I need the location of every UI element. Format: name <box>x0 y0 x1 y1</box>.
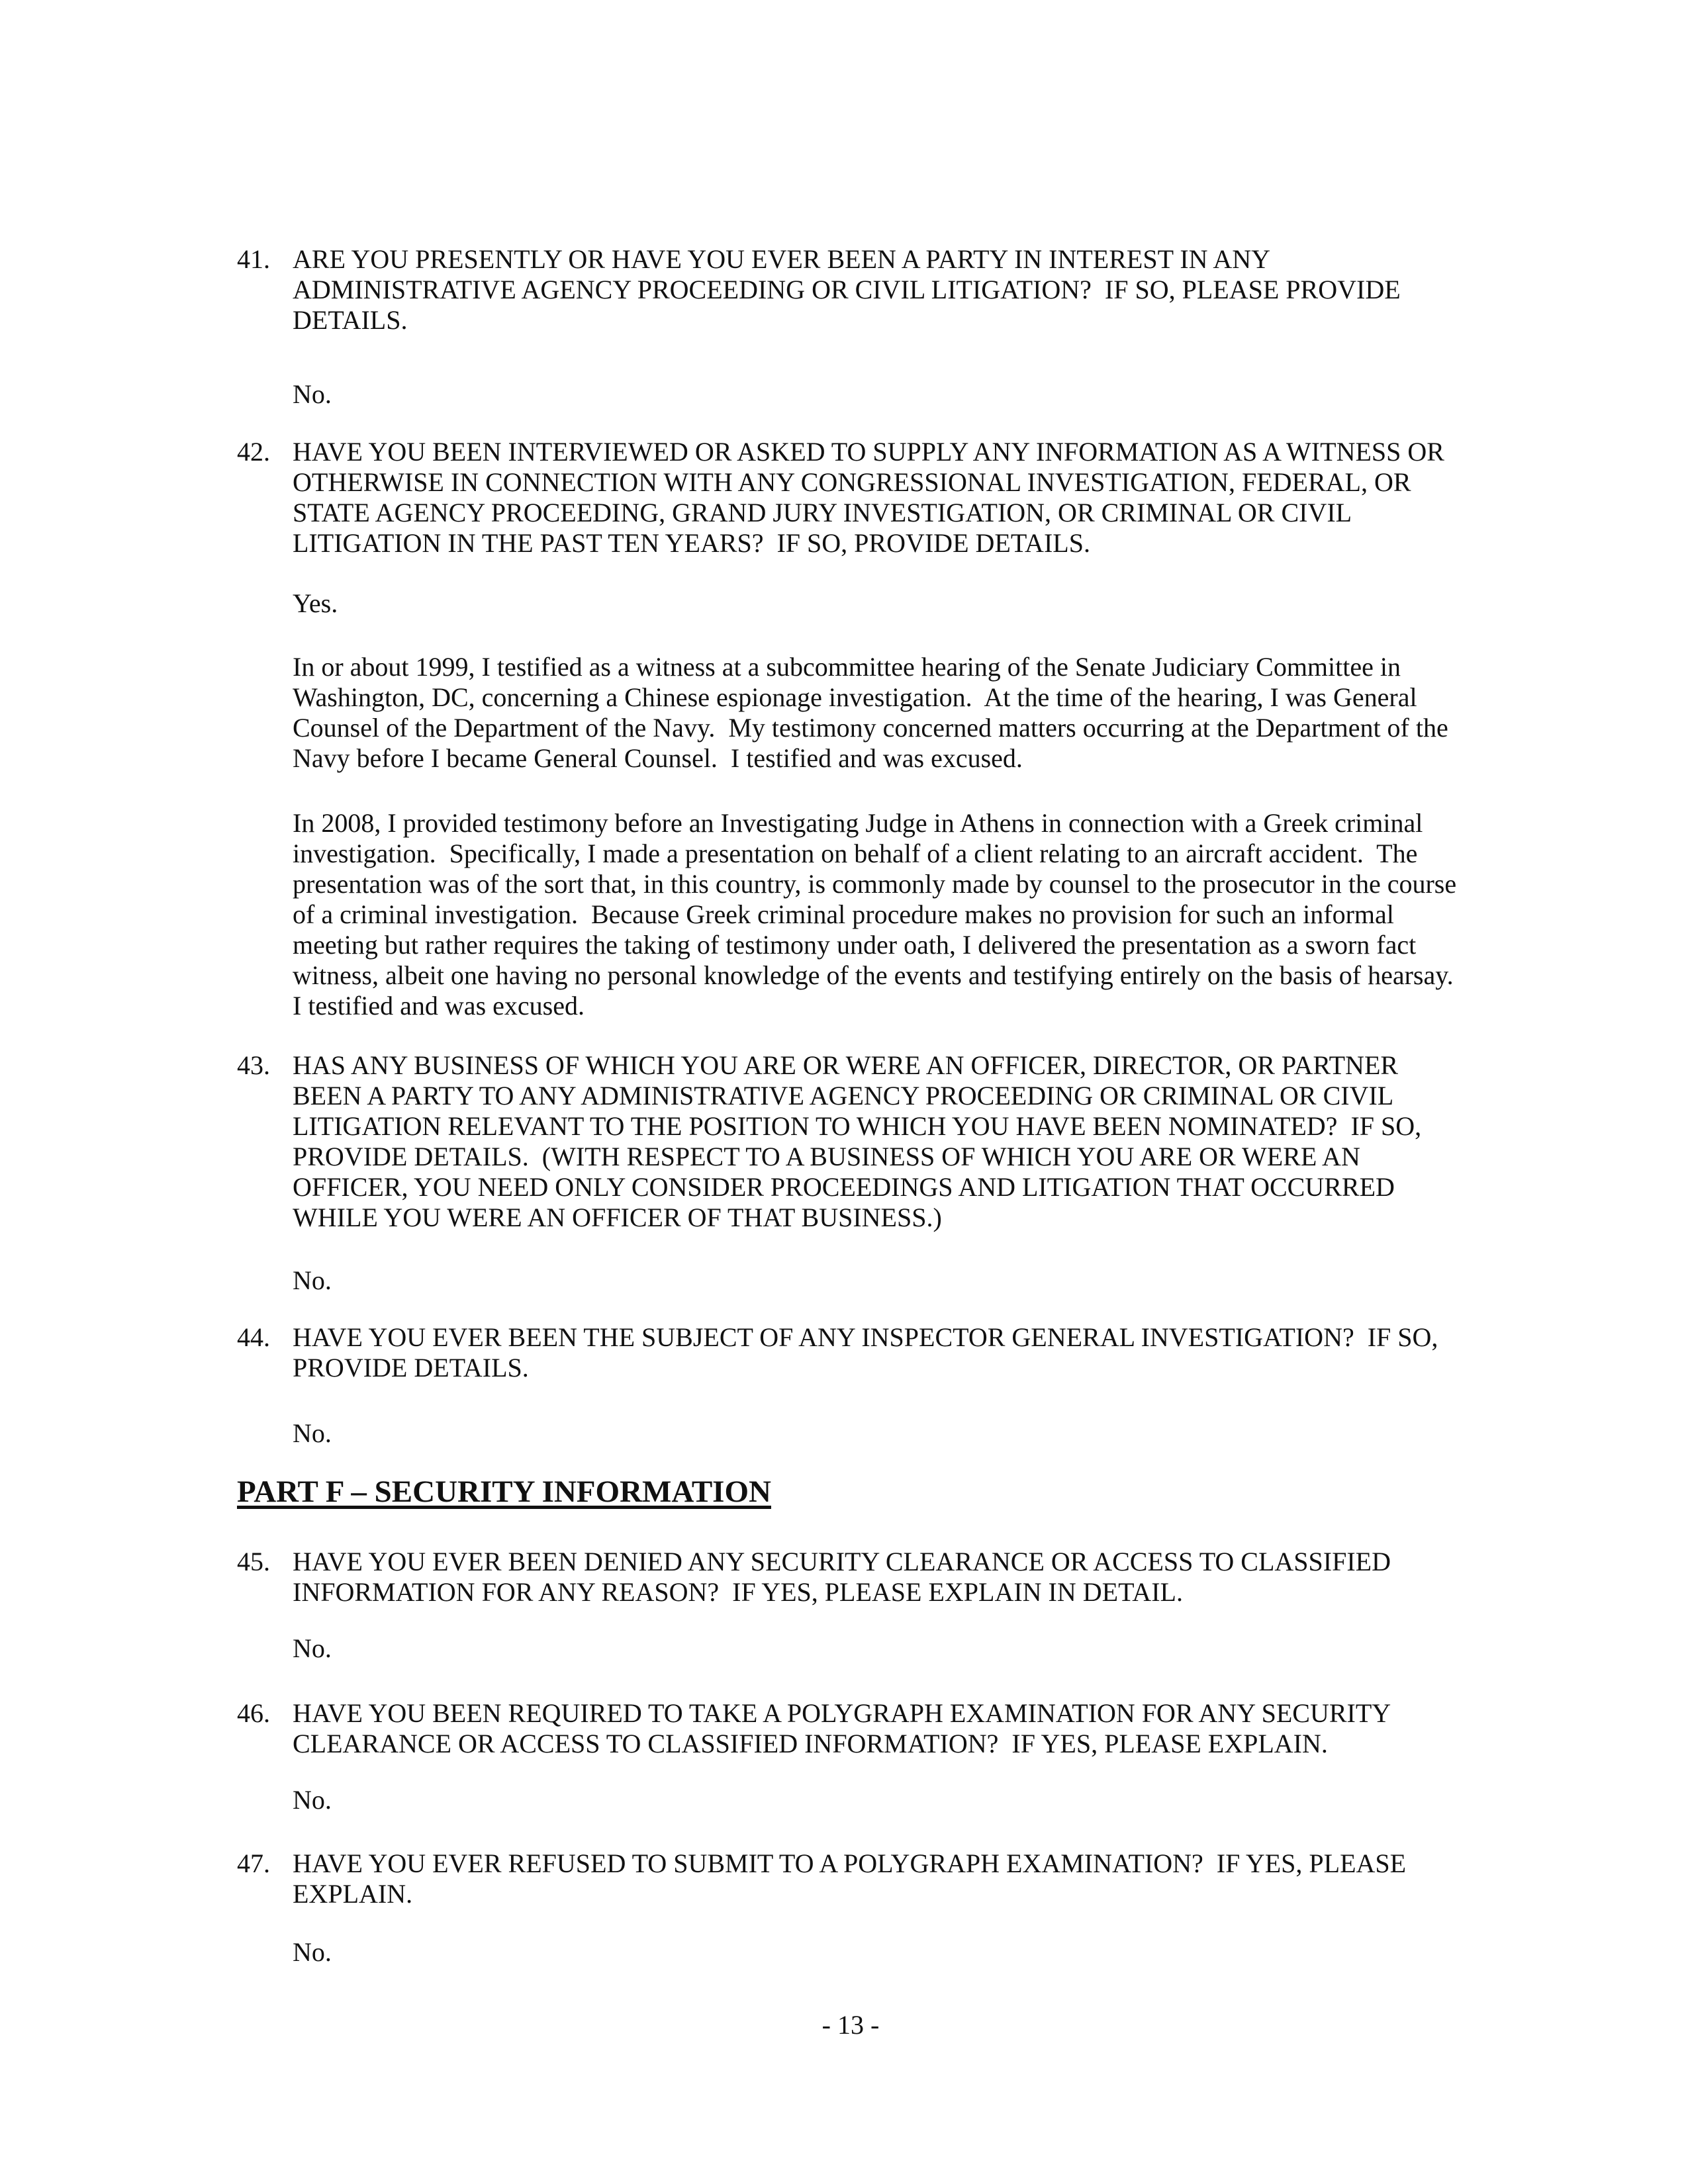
answer-text-line: witness, albeit one having no personal knowledge of the events and testifying entirely on the basis of hearsay. <box>293 960 1454 990</box>
question-text-line: HAVE YOU BEEN INTERVIEWED OR ASKED TO SUPPLY ANY INFORMATION AS A WITNESS OR <box>293 437 1444 467</box>
question-text-line: ARE YOU PRESENTLY OR HAVE YOU EVER BEEN A PARTY IN INTEREST IN ANY <box>293 244 1270 274</box>
question-text-line: CLEARANCE OR ACCESS TO CLASSIFIED INFORMATION? IF YES, PLEASE EXPLAIN. <box>293 1729 1328 1758</box>
answer-text-line: Washington, DC, concerning a Chinese espionage investigation. At the time of the hearing, I was General <box>293 682 1417 712</box>
answer-text-line: Navy before I became General Counsel. I testified and was excused. <box>293 743 1023 773</box>
question-text-line: BEEN A PARTY TO ANY ADMINISTRATIVE AGENCY PROCEEDING OR CRIMINAL OR CIVIL <box>293 1081 1394 1111</box>
question-text-line: STATE AGENCY PROCEEDING, GRAND JURY INVESTIGATION, OR CRIMINAL OR CIVIL <box>293 498 1352 527</box>
answer-text-line: Yes. <box>293 588 338 618</box>
question-text-line: OFFICER, YOU NEED ONLY CONSIDER PROCEEDINGS AND LITIGATION THAT OCCURRED <box>293 1172 1395 1202</box>
question-number: 46. <box>237 1698 270 1728</box>
question-text-line: INFORMATION FOR ANY REASON? IF YES, PLEASE EXPLAIN IN DETAIL. <box>293 1577 1183 1607</box>
question-text-line: OTHERWISE IN CONNECTION WITH ANY CONGRESSIONAL INVESTIGATION, FEDERAL, OR <box>293 467 1411 497</box>
answer-text-line: No. <box>293 1785 332 1815</box>
question-number: 45. <box>237 1547 270 1576</box>
question-text-line: DETAILS. <box>293 305 408 335</box>
answer-text-line: of a criminal investigation. Because Greek criminal procedure makes no provision for such an informal <box>293 899 1394 929</box>
answer-text-line: In 2008, I provided testimony before an Investigating Judge in Athens in connection with a Greek criminal <box>293 808 1423 838</box>
question-text-line: ADMINISTRATIVE AGENCY PROCEEDING OR CIVIL LITIGATION? IF SO, PLEASE PROVIDE <box>293 275 1401 304</box>
question-text-line: HAVE YOU EVER REFUSED TO SUBMIT TO A POLYGRAPH EXAMINATION? IF YES, PLEASE <box>293 1848 1407 1878</box>
question-text-line: PROVIDE DETAILS. (WITH RESPECT TO A BUSINESS OF WHICH YOU ARE OR WERE AN <box>293 1142 1360 1171</box>
answer-text-line: No. <box>293 1633 332 1663</box>
question-text-line: WHILE YOU WERE AN OFFICER OF THAT BUSINESS.) <box>293 1203 942 1232</box>
question-text-line: HAVE YOU EVER BEEN DENIED ANY SECURITY CLEARANCE OR ACCESS TO CLASSIFIED <box>293 1547 1391 1576</box>
question-number: 44. <box>237 1322 270 1352</box>
question-text-line: LITIGATION IN THE PAST TEN YEARS? IF SO, PROVIDE DETAILS. <box>293 528 1090 558</box>
answer-text-line: Counsel of the Department of the Navy. My testimony concerned matters occurring at the Department of the <box>293 713 1448 743</box>
section-heading-text: PART F – SECURITY INFORMATION <box>237 1475 771 1509</box>
answer-text-line: I testified and was excused. <box>293 991 585 1021</box>
question-text-line: HAVE YOU EVER BEEN THE SUBJECT OF ANY INSPECTOR GENERAL INVESTIGATION? IF SO, <box>293 1322 1438 1352</box>
answer-text-line: No. <box>293 379 332 409</box>
answer-text-line: No. <box>293 1937 332 1967</box>
question-number: 42. <box>237 437 270 467</box>
question-number: 47. <box>237 1848 270 1878</box>
question-text-line: HAS ANY BUSINESS OF WHICH YOU ARE OR WERE AN OFFICER, DIRECTOR, OR PARTNER <box>293 1050 1399 1080</box>
answer-text-line: meeting but rather requires the taking of testimony under oath, I delivered the presentation as a sworn fact <box>293 930 1417 960</box>
answer-text-line: In or about 1999, I testified as a witness at a subcommittee hearing of the Senate Judiciary Committee in <box>293 652 1401 682</box>
page-number: - 13 - <box>821 2010 880 2040</box>
answer-text-line: No. <box>293 1265 332 1295</box>
answer-text-line: investigation. Specifically, I made a presentation on behalf of a client relating to an aircraft accident. The <box>293 839 1418 868</box>
question-text-line: EXPLAIN. <box>293 1879 413 1909</box>
answer-text-line: presentation was of the sort that, in this country, is commonly made by counsel to the prosecutor in the course <box>293 869 1457 899</box>
question-number: 41. <box>237 244 270 274</box>
question-text-line: PROVIDE DETAILS. <box>293 1353 529 1383</box>
question-text-line: LITIGATION RELEVANT TO THE POSITION TO WHICH YOU HAVE BEEN NOMINATED? IF SO, <box>293 1111 1422 1141</box>
question-number: 43. <box>237 1050 270 1080</box>
question-text-line: HAVE YOU BEEN REQUIRED TO TAKE A POLYGRAPH EXAMINATION FOR ANY SECURITY <box>293 1698 1391 1728</box>
answer-text-line: No. <box>293 1418 332 1448</box>
